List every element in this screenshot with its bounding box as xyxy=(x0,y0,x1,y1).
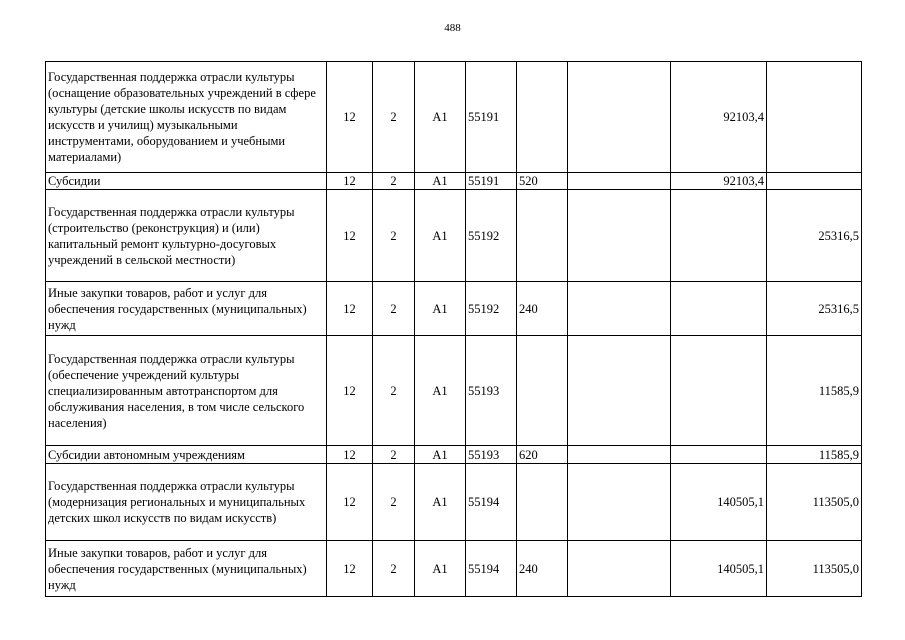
value2-cell: 11585,9 xyxy=(767,446,862,464)
section-cell: 12 xyxy=(327,173,373,190)
table-row xyxy=(46,541,862,597)
target-cell: 55191 xyxy=(466,173,517,190)
table-row xyxy=(46,336,862,446)
subsection-cell: 2 xyxy=(373,282,415,336)
value1-cell: 140505,1 xyxy=(671,464,767,541)
col7-cell xyxy=(568,541,671,597)
target-cell: 55191 xyxy=(466,62,517,173)
value1-cell xyxy=(671,446,767,464)
value1-cell: 140505,1 xyxy=(671,541,767,597)
target-cell: 55192 xyxy=(466,282,517,336)
row-name: Государственная поддержка отрасли культуры (строительство (реконструкция) и (или) капитальный ремонт культурно-досуговых учреждений в сельской местности) xyxy=(46,190,327,282)
col7-cell xyxy=(568,282,671,336)
table-row xyxy=(46,173,862,190)
budget-table xyxy=(45,61,862,597)
target-cell: 55194 xyxy=(466,464,517,541)
col7-cell xyxy=(568,62,671,173)
value2-cell xyxy=(767,62,862,173)
col7-cell xyxy=(568,446,671,464)
value1-cell xyxy=(671,282,767,336)
col7-cell xyxy=(568,173,671,190)
target-cell: 55192 xyxy=(466,190,517,282)
subsection-cell: 2 xyxy=(373,464,415,541)
program-cell: А1 xyxy=(415,282,466,336)
value2-cell: 113505,0 xyxy=(767,464,862,541)
value2-cell: 11585,9 xyxy=(767,336,862,446)
table-row xyxy=(46,62,862,173)
row-name: Субсидии автономным учреждениям xyxy=(46,446,327,464)
row-name: Государственная поддержка отрасли культуры (оснащение образовательных учреждений в сфере культуры (детские школы искусств по видам искусств и училищ) музыкальными инструментами, оборудованием и учебными материалами) xyxy=(46,62,327,173)
section-cell: 12 xyxy=(327,464,373,541)
program-cell: А1 xyxy=(415,446,466,464)
section-cell: 12 xyxy=(327,541,373,597)
value2-cell: 25316,5 xyxy=(767,190,862,282)
target-cell: 55193 xyxy=(466,336,517,446)
program-cell: А1 xyxy=(415,464,466,541)
row-name: Государственная поддержка отрасли культуры (модернизация региональных и муниципальных детских школ искусств по видам искусств) xyxy=(46,464,327,541)
expense-type-cell xyxy=(517,464,568,541)
target-cell: 55194 xyxy=(466,541,517,597)
value2-cell: 113505,0 xyxy=(767,541,862,597)
subsection-cell: 2 xyxy=(373,336,415,446)
expense-type-cell: 620 xyxy=(517,446,568,464)
program-cell: А1 xyxy=(415,173,466,190)
expense-type-cell: 240 xyxy=(517,541,568,597)
table-row xyxy=(46,464,862,541)
program-cell: А1 xyxy=(415,541,466,597)
subsection-cell: 2 xyxy=(373,190,415,282)
page-number: 488 xyxy=(444,22,461,34)
section-cell: 12 xyxy=(327,190,373,282)
col7-cell xyxy=(568,464,671,541)
expense-type-cell: 520 xyxy=(517,173,568,190)
col7-cell xyxy=(568,336,671,446)
value1-cell xyxy=(671,336,767,446)
value2-cell: 25316,5 xyxy=(767,282,862,336)
section-cell: 12 xyxy=(327,336,373,446)
value2-cell xyxy=(767,173,862,190)
section-cell: 12 xyxy=(327,446,373,464)
expense-type-cell xyxy=(517,62,568,173)
value1-cell xyxy=(671,190,767,282)
subsection-cell: 2 xyxy=(373,446,415,464)
program-cell: А1 xyxy=(415,62,466,173)
expense-type-cell xyxy=(517,336,568,446)
table-row xyxy=(46,446,862,464)
program-cell: А1 xyxy=(415,336,466,446)
row-name: Иные закупки товаров, работ и услуг для обеспечения государственных (муниципальных) нужд xyxy=(46,282,327,336)
section-cell: 12 xyxy=(327,282,373,336)
program-cell: А1 xyxy=(415,190,466,282)
section-cell: 12 xyxy=(327,62,373,173)
target-cell: 55193 xyxy=(466,446,517,464)
row-name: Субсидии xyxy=(46,173,327,190)
subsection-cell: 2 xyxy=(373,173,415,190)
table-row xyxy=(46,190,862,282)
col7-cell xyxy=(568,190,671,282)
value1-cell: 92103,4 xyxy=(671,62,767,173)
value1-cell: 92103,4 xyxy=(671,173,767,190)
subsection-cell: 2 xyxy=(373,62,415,173)
row-name: Государственная поддержка отрасли культуры (обеспечение учреждений культуры специализированным автотранспортом для обслуживания населения, в том числе сельского населения) xyxy=(46,336,327,446)
row-name: Иные закупки товаров, работ и услуг для обеспечения государственных (муниципальных) нужд xyxy=(46,541,327,597)
expense-type-cell: 240 xyxy=(517,282,568,336)
expense-type-cell xyxy=(517,190,568,282)
subsection-cell: 2 xyxy=(373,541,415,597)
table-row xyxy=(46,282,862,336)
